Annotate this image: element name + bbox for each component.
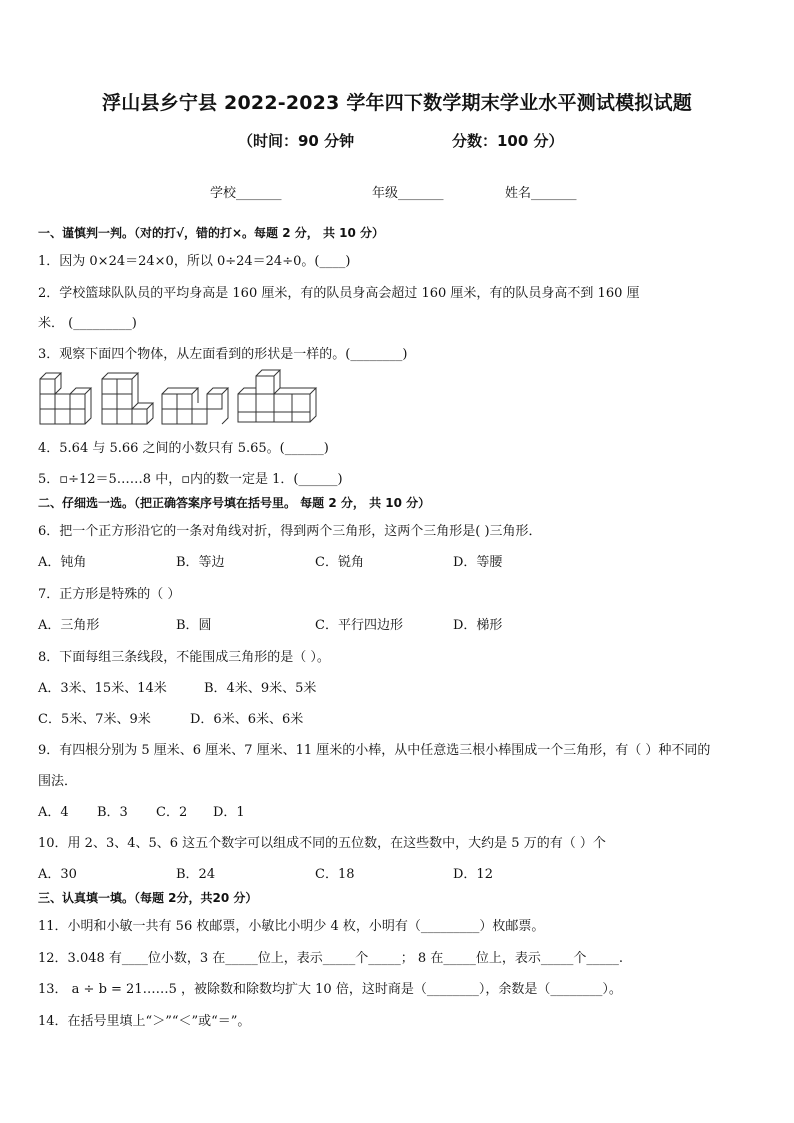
question-11: 11．小明和小敏一共有 56 枚邮票，小敏比小明少 4 枚，小明有（_________）枚邮票。 <box>38 919 545 934</box>
section-heading-3: 三、认真填一填。（每题 2分，共20 分） <box>38 891 258 905</box>
section-heading-2: 二、仔细选一选。（把正确答案序号填在括号里。 每题 2 分， 共 10 分） <box>38 496 431 510</box>
question-13: 13． a ÷ b = 21……5 ，被除数和除数均扩大 10 倍，这时商是（________），余数是（________）。 <box>38 982 622 997</box>
q10-option-c: C．18 <box>315 867 355 882</box>
cube-figures-image <box>38 368 328 426</box>
q8-option-c: C．5米、7米、9米 <box>38 712 151 727</box>
cube-figure-4 <box>238 370 316 422</box>
question-3: 3．观察下面四个物体，从左面看到的形状是一样的。(________) <box>38 347 408 362</box>
question-2-line1: 2．学校篮球队队员的平均身高是 160 厘米，有的队员身高会超过 160 厘米，有的队员身高不到 160 厘 <box>38 286 640 301</box>
q7-option-c: C．平行四边形 <box>315 618 403 633</box>
q7-option-a: A．三角形 <box>38 618 100 633</box>
q8-option-d: D．6米、6米、6米 <box>190 712 304 727</box>
question-4: 4．5.64 与 5.66 之间的小数只有 5.65。(______) <box>38 441 329 456</box>
q7-option-d: D．梯形 <box>453 618 503 633</box>
question-9-line1: 9．有四根分别为 5 厘米、6 厘米、7 厘米、11 厘米的小棒，从中任意选三根小棒围成一个三角形，有（ ）种不同的 <box>38 743 711 758</box>
q8-option-a: A．3米、15米、14米 <box>38 681 167 696</box>
question-1: 1．因为 0×24＝24×0，所以 0÷24＝24÷0。(____) <box>38 254 351 269</box>
q7-option-b: B．圆 <box>176 618 212 633</box>
q9-option-a: A．4 <box>38 805 69 820</box>
q9-option-d: D．1 <box>213 805 245 820</box>
exam-time: （时间：90 分钟 <box>238 132 355 150</box>
q6-option-a: A．钝角 <box>38 555 87 570</box>
question-5: 5．▫÷12＝5……8 中，▫内的数一定是 1．(______) <box>38 472 343 487</box>
q10-option-b: B．24 <box>176 867 216 882</box>
question-8: 8．下面每组三条线段，不能围成三角形的是（ ）。 <box>38 650 330 665</box>
cube-figure-1 <box>40 373 91 424</box>
q10-option-d: D．12 <box>453 867 493 882</box>
exam-score: 分数：100 分） <box>452 132 564 150</box>
q6-option-c: C．锐角 <box>315 555 364 570</box>
question-6: 6．把一个正方形沿它的一条对角线对折，得到两个三角形，这两个三角形是( )三角形． <box>38 524 542 539</box>
section-heading-1: 一、谨慎判一判。（对的打√，错的打×。每题 2 分， 共 10 分） <box>38 226 384 240</box>
cube-figure-3 <box>162 388 228 424</box>
question-9-line2: 围法． <box>38 774 78 789</box>
question-12: 12．3.048 有____位小数，3 在_____位上，表示_____个_____； 8 在_____位上，表示_____个_____. <box>38 951 623 966</box>
question-14: 14．在括号里填上“＞”“＜”或“＝”。 <box>38 1014 251 1029</box>
cube-figure-2 <box>102 373 153 424</box>
q9-option-b: B．3 <box>97 805 128 820</box>
q8-option-b: B．4米、9米、5米 <box>204 681 317 696</box>
q6-option-d: D．等腰 <box>453 555 503 570</box>
q10-option-a: A．30 <box>38 867 77 882</box>
question-2-line2: 米． (_________) <box>38 316 137 331</box>
name-field: 姓名_______ <box>505 186 577 201</box>
page-title: 浮山县乡宁县 2022-2023 学年四下数学期末学业水平测试模拟试题 <box>102 92 692 114</box>
question-7: 7．正方形是特殊的（ ） <box>38 587 181 602</box>
q9-option-c: C．2 <box>156 805 188 820</box>
grade-field: 年级_______ <box>372 186 444 201</box>
school-field: 学校_______ <box>210 186 282 201</box>
q6-option-b: B．等边 <box>176 555 225 570</box>
question-10: 10．用 2、3、4、5、6 这五个数字可以组成不同的五位数，在这些数中，大约是 5 万的有（ ）个 <box>38 836 606 851</box>
